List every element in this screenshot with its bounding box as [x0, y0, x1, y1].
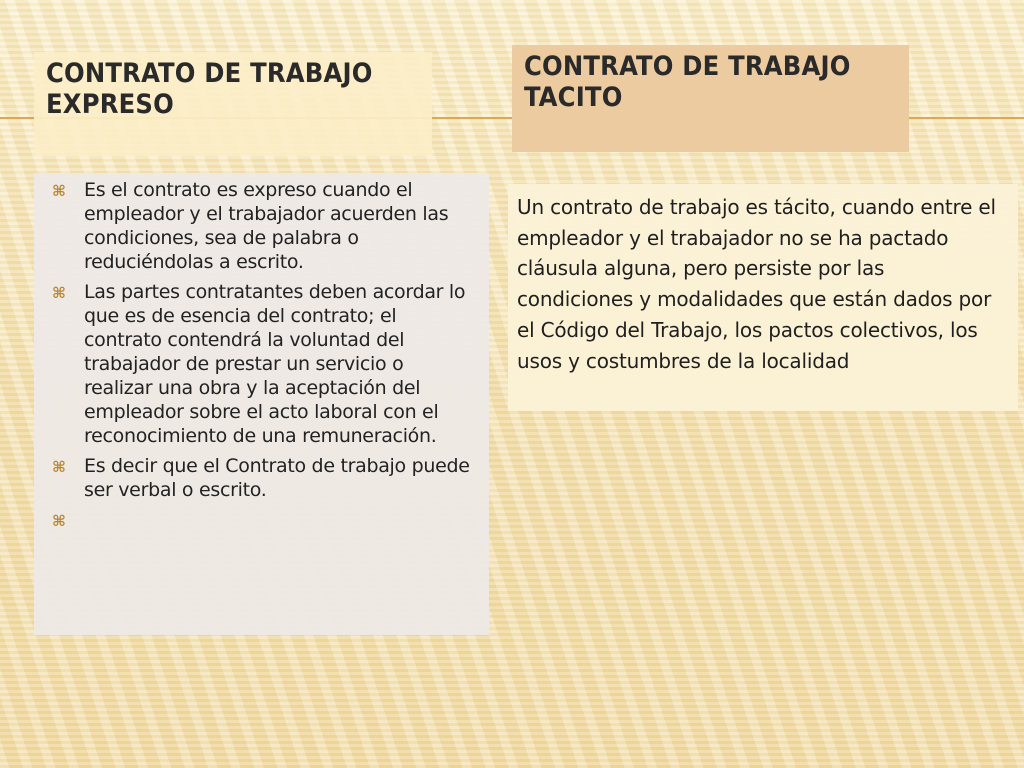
right-content-panel [508, 184, 1018, 411]
bullet-text: Es decir que el Contrato de trabajo puede ser verbal o escrito. [84, 455, 470, 501]
right-title: CONTRATO DE TRABAJO TACITO [524, 51, 851, 113]
left-title: CONTRATO DE TRABAJO EXPRESO [46, 58, 373, 120]
bullet-text: Las partes contratantes deben acordar lo que es de esencia del contrato; el contrato contendrá la voluntad del trabajador de prestar un servicio o realizar una obra y la aceptación del empleador sobre el acto laboral con el reconocimiento de una remuneración. [84, 281, 466, 447]
bullet-text: Es el contrato es expreso cuando el empleador y el trabajador acuerden las condiciones, sea de palabra o reduciéndolas a escrito. [84, 179, 449, 273]
right-body-text: Un contrato de trabajo es tácito, cuando entre el empleador y el trabajador no se ha pactado cláusula alguna, pero persiste por las condiciones y modalidades que están dados por el Código del Trabajo, los pactos colectivos, los usos y costumbres de la localidad [517, 195, 996, 373]
bullet-item [50, 454, 471, 502]
x-bullet-icon: ⌘ [52, 182, 66, 200]
bullet-item [50, 178, 471, 274]
x-bullet-icon: ⌘ [52, 284, 66, 302]
right-title-box [512, 45, 909, 152]
x-bullet-icon: ⌘ [52, 512, 66, 530]
bullet-list [50, 178, 471, 530]
x-bullet-icon: ⌘ [52, 458, 66, 476]
left-title-box [34, 52, 432, 156]
bullet-item [50, 280, 471, 448]
left-content-panel [34, 173, 489, 635]
